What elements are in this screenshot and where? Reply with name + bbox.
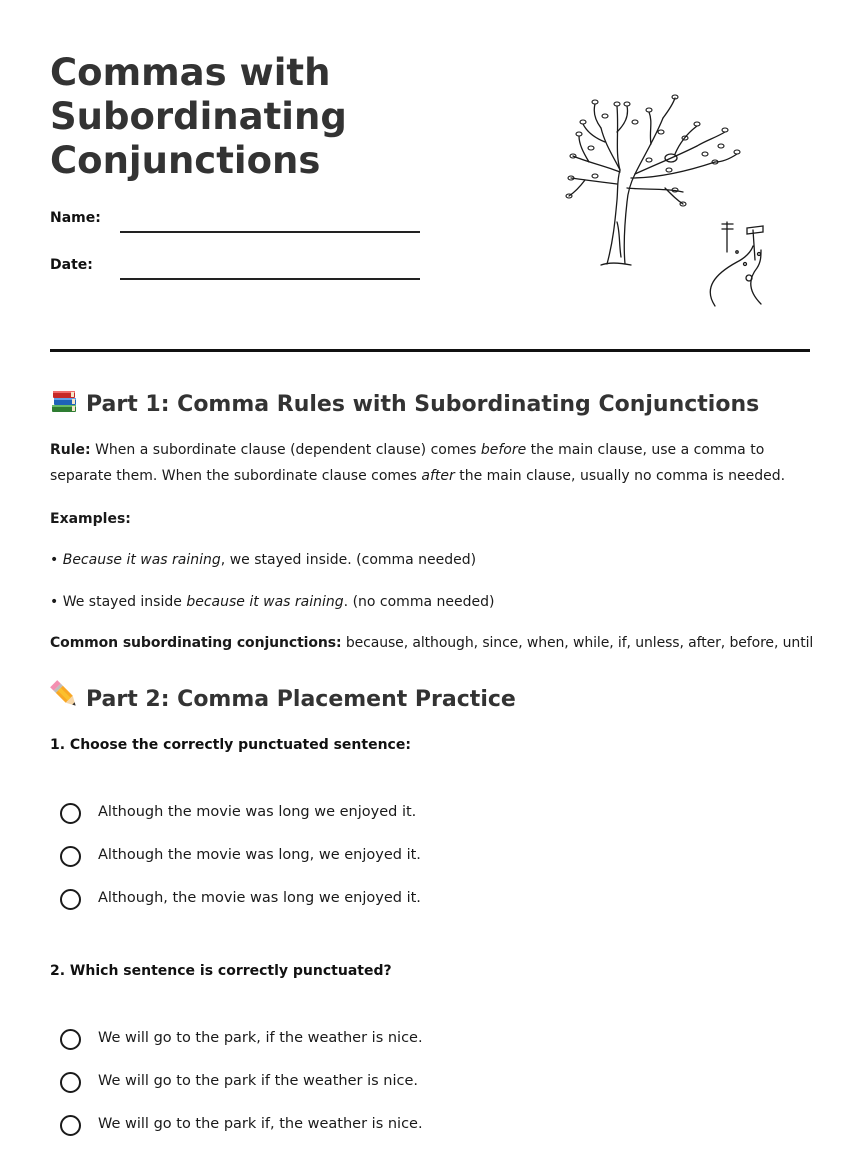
date-field[interactable]: [50, 255, 420, 285]
common-conjunctions: [50, 630, 814, 656]
option-label: Although the movie was long we enjoyed it.: [98, 804, 417, 820]
example-emphasis: Because it was raining: [62, 552, 221, 568]
rule-emphasis-after: after: [421, 468, 455, 484]
example-text: , we stayed inside. (comma needed): [220, 552, 477, 568]
question-1: 1. Choose the correctly punctuated sentence:: [50, 737, 411, 753]
section-divider: [50, 349, 810, 352]
question-1-option-c[interactable]: [60, 888, 660, 914]
question-2-option-a[interactable]: [60, 1028, 660, 1054]
books-icon: [50, 389, 80, 415]
worksheet-title: [50, 51, 380, 183]
option-label: We will go to the park, if the weather is nice.: [98, 1030, 423, 1046]
rule-emphasis-before: before: [480, 442, 527, 458]
question-2-option-b[interactable]: [60, 1071, 660, 1097]
rule-text: When a subordinate clause (dependent clause) comes: [90, 442, 481, 458]
option-label: Although, the movie was long we enjoyed it.: [98, 890, 421, 906]
rule-label: Rule:: [50, 442, 91, 458]
part1-heading: [50, 389, 759, 417]
radio-button[interactable]: [60, 1115, 81, 1136]
part1-heading-text: Part 1: Comma Rules with Subordinating Conjunctions: [86, 392, 760, 417]
name-field[interactable]: [50, 208, 420, 238]
example-2: [50, 589, 810, 615]
radio-button[interactable]: [60, 1072, 81, 1093]
common-label: Common subordinating conjunctions:: [50, 635, 342, 651]
radio-button[interactable]: [60, 803, 81, 824]
tree-and-path-drawing: [565, 92, 780, 310]
example-emphasis: because it was raining: [186, 594, 344, 610]
title-line: Conjunctions: [50, 139, 321, 182]
rule-text: the main clause, use a comma to separate them. When the subordinate clause comes: [50, 442, 765, 484]
question-2: 2. Which sentence is correctly punctuated?: [50, 963, 392, 979]
pencil-icon: [50, 680, 80, 710]
option-label: We will go to the park if, the weather is nice.: [98, 1116, 423, 1132]
option-label: We will go to the park if the weather is nice.: [98, 1073, 418, 1089]
option-label: Although the movie was long, we enjoyed it.: [98, 847, 421, 863]
radio-button[interactable]: [60, 889, 81, 910]
question-1-option-a[interactable]: [60, 802, 660, 828]
title-line: Commas with: [50, 51, 331, 94]
examples-label: Examples:: [50, 511, 131, 527]
question-1-option-b[interactable]: [60, 845, 660, 871]
name-line[interactable]: [120, 231, 420, 233]
part2-heading-text: Part 2: Comma Placement Practice: [86, 687, 516, 712]
radio-button[interactable]: [60, 846, 81, 867]
common-list: because, although, since, when, while, if, unless, after, before, until: [341, 635, 814, 651]
example-text: We stayed inside: [62, 594, 187, 610]
date-line[interactable]: [120, 278, 420, 280]
bullet: •: [50, 552, 63, 568]
example-text: . (no comma needed): [343, 594, 495, 610]
name-label: Name:: [50, 210, 101, 226]
radio-button[interactable]: [60, 1029, 81, 1050]
title-line: Subordinating: [50, 95, 347, 138]
rule-text: the main clause, usually no comma is needed.: [454, 468, 786, 484]
example-1: [50, 547, 810, 573]
part2-heading: [50, 680, 516, 712]
bullet: •: [50, 594, 63, 610]
question-2-option-c[interactable]: [60, 1114, 660, 1140]
date-label: Date:: [50, 257, 93, 273]
rule-paragraph: [50, 437, 810, 489]
